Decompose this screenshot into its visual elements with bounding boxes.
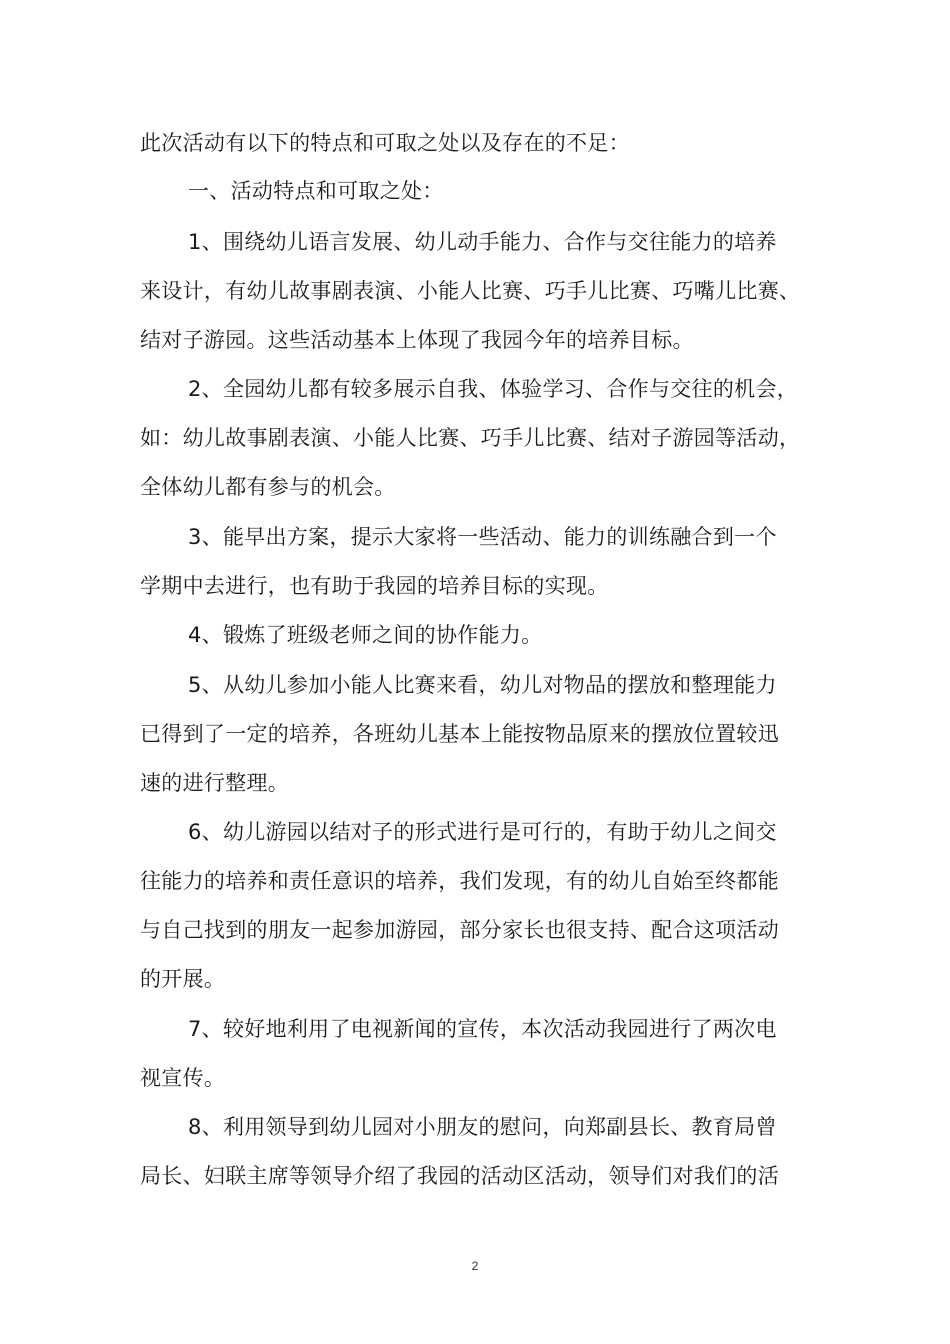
text-line: 7、较好地利用了电视新闻的宣传，本次活动我园进行了两次电: [188, 1017, 777, 1041]
text-line: 学期中去进行，也有助于我园的培养目标的实现。: [140, 574, 609, 598]
text-line: 视宣传。: [140, 1066, 226, 1090]
text-line: 往能力的培养和责任意识的培养，我们发现，有的幼儿自始至终都能: [140, 869, 779, 893]
text-line: 1、围绕幼儿语言发展、幼儿动手能力、合作与交往能力的培养: [188, 230, 777, 254]
text-line: 速的进行整理。: [140, 771, 290, 795]
text-line: 结对子游园。这些活动基本上体现了我园今年的培养目标。: [140, 328, 694, 352]
text-line: 此次活动有以下的特点和可取之处以及存在的不足：: [140, 131, 630, 155]
text-line: 已得到了一定的培养，各班幼儿基本上能按物品原来的摆放位置较迅: [140, 722, 779, 746]
text-line: 3、能早出方案，提示大家将一些活动、能力的训练融合到一个: [188, 525, 777, 549]
page-number: 2: [471, 1259, 479, 1273]
text-line: 8、利用领导到幼儿园对小朋友的慰问，向郑副县长、教育局曾: [188, 1115, 777, 1139]
text-line: 6、幼儿游园以结对子的形式进行是可行的，有助于幼儿之间交: [188, 820, 777, 844]
text-line: 局长、妇联主席等领导介绍了我园的活动区活动，领导们对我们的活: [140, 1164, 779, 1188]
text-line: 如：幼儿故事剧表演、小能人比赛、巧手儿比赛、结对子游园等活动，: [140, 426, 801, 450]
text-line: 与自己找到的朋友一起参加游园，部分家长也很支持、配合这项活动: [140, 918, 779, 942]
text-line: 2、全园幼儿都有较多展示自我、体验学习、合作与交往的机会，: [188, 377, 799, 401]
text-line: 全体幼儿都有参与的机会。: [140, 475, 396, 499]
section-heading: 一、活动特点和可取之处：: [188, 179, 444, 203]
text-line: 5、从幼儿参加小能人比赛来看，幼儿对物品的摆放和整理能力: [188, 673, 777, 697]
text-line: 的开展。: [140, 967, 226, 991]
text-line: 4、锻炼了班级老师之间的协作能力。: [188, 623, 543, 647]
text-line: 来设计，有幼儿故事剧表演、小能人比赛、巧手儿比赛、巧嘴儿比赛、: [140, 279, 801, 303]
